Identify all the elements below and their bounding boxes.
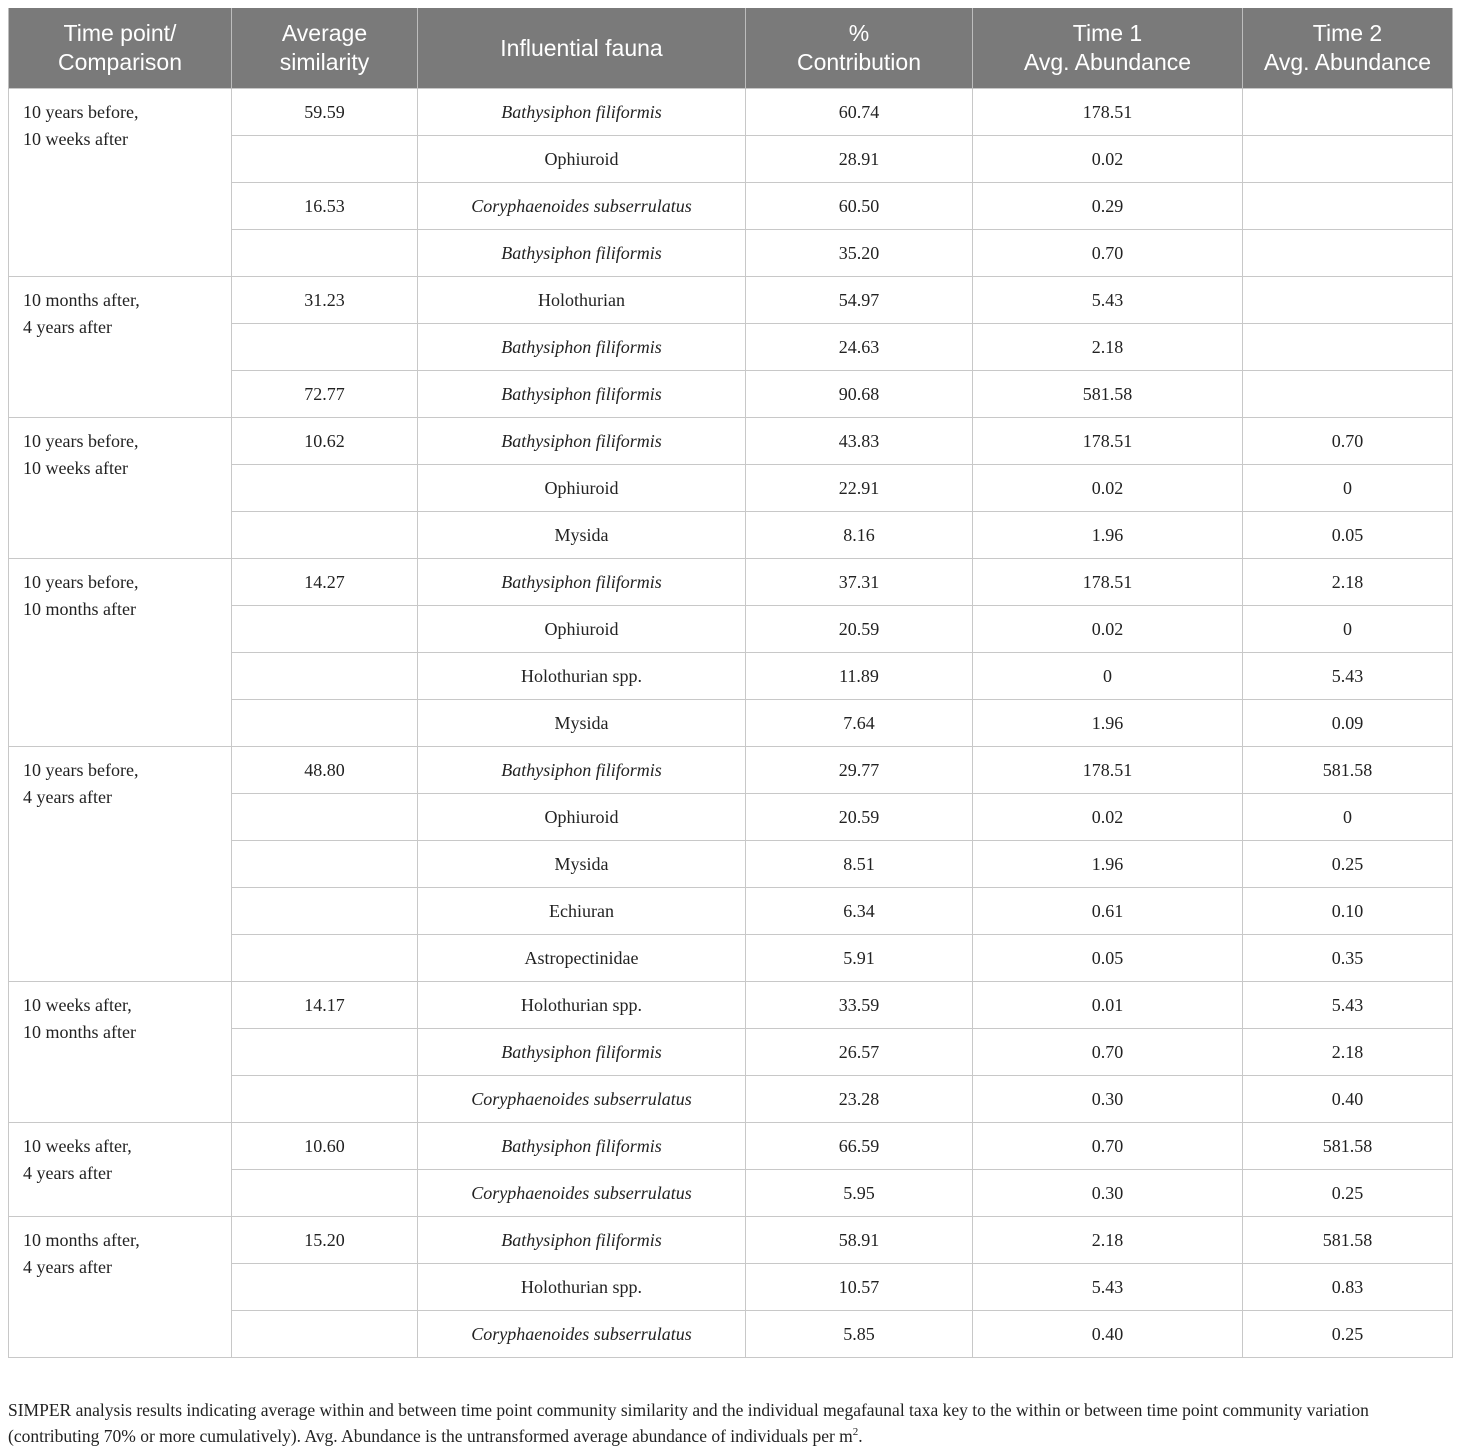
time2-cell — [1243, 230, 1453, 277]
time2-cell: 5.43 — [1243, 653, 1453, 700]
table-body — [9, 89, 1453, 1358]
similarity-cell — [232, 465, 418, 512]
similarity-cell — [232, 1264, 418, 1311]
time2-cell: 581.58 — [1243, 1123, 1453, 1170]
table-row — [9, 559, 1453, 606]
comparison-label: 10 years before, — [23, 572, 139, 592]
fauna-cell: Mysida — [418, 512, 746, 559]
comparison-label: 4 years after — [23, 317, 112, 337]
contribution-cell: 24.63 — [746, 324, 973, 371]
fauna-cell: Holothurian spp. — [418, 1264, 746, 1311]
table-row — [9, 1123, 1453, 1170]
influential-fauna-header — [418, 8, 746, 89]
simper-table — [8, 8, 1453, 1358]
contribution-cell: 90.68 — [746, 371, 973, 418]
time2-cell: 0.05 — [1243, 512, 1453, 559]
table-row — [9, 1217, 1453, 1264]
table-row — [9, 982, 1453, 1029]
time1-cell: 0.02 — [973, 794, 1243, 841]
caption-line-2: (contributing 70% or more cumulatively). Avg. Abundance is the untransformed average abundance of individuals per m — [8, 1426, 853, 1446]
contribution-cell: 11.89 — [746, 653, 973, 700]
similarity-cell: 16.53 — [232, 183, 418, 230]
comparison-cell — [9, 982, 232, 1123]
caption-line-1: SIMPER analysis results indicating average within and between time point community similarity and the individual megafaunal taxa key to the within or between time point community variation — [8, 1400, 1369, 1420]
comparison-label: 10 weeks after — [23, 458, 128, 478]
comparison-label: 4 years after — [23, 1163, 112, 1183]
time1-cell: 1.96 — [973, 841, 1243, 888]
time2-cell: 0.25 — [1243, 1311, 1453, 1358]
time1-cell: 2.18 — [973, 324, 1243, 371]
header-text: % — [848, 20, 870, 46]
time1-cell: 2.18 — [973, 1217, 1243, 1264]
comparison-label: 4 years after — [23, 1257, 112, 1277]
time2-cell: 2.18 — [1243, 559, 1453, 606]
contribution-cell: 60.50 — [746, 183, 973, 230]
time2-cell: 0.83 — [1243, 1264, 1453, 1311]
time2-cell: 0.70 — [1243, 418, 1453, 465]
time1-cell: 178.51 — [973, 89, 1243, 136]
comparison-label: 10 weeks after, — [23, 995, 132, 1015]
contribution-header — [746, 8, 973, 89]
fauna-cell: Ophiuroid — [418, 136, 746, 183]
time1-cell: 5.43 — [973, 277, 1243, 324]
similarity-cell — [232, 888, 418, 935]
header-text: Average — [281, 20, 368, 46]
fauna-cell: Bathysiphon filiformis — [418, 418, 746, 465]
time2-cell: 0 — [1243, 606, 1453, 653]
contribution-cell: 33.59 — [746, 982, 973, 1029]
similarity-cell — [232, 1029, 418, 1076]
similarity-cell — [232, 606, 418, 653]
fauna-cell: Coryphaenoides subserrulatus — [418, 1311, 746, 1358]
similarity-cell: 59.59 — [232, 89, 418, 136]
similarity-cell: 10.60 — [232, 1123, 418, 1170]
comparison-cell — [9, 1217, 232, 1358]
comparison-label: 10 months after — [23, 1022, 136, 1042]
fauna-cell: Coryphaenoides subserrulatus — [418, 183, 746, 230]
fauna-cell: Astropectinidae — [418, 935, 746, 982]
time1-cell: 1.96 — [973, 512, 1243, 559]
time2-cell: 0.09 — [1243, 700, 1453, 747]
time2-cell — [1243, 136, 1453, 183]
similarity-cell: 14.27 — [232, 559, 418, 606]
time1-cell: 0.61 — [973, 888, 1243, 935]
comparison-label: 10 months after — [23, 599, 136, 619]
similarity-cell — [232, 1311, 418, 1358]
fauna-cell: Ophiuroid — [418, 465, 746, 512]
comparison-label: 10 years before, — [23, 102, 139, 122]
fauna-cell: Coryphaenoides subserrulatus — [418, 1076, 746, 1123]
similarity-cell — [232, 700, 418, 747]
time1-cell: 0.02 — [973, 606, 1243, 653]
header-text: Time 1 — [1072, 20, 1143, 46]
time1-cell: 0 — [973, 653, 1243, 700]
comparison-label: 10 years before, — [23, 431, 139, 451]
table-caption — [8, 1397, 1454, 1449]
contribution-cell: 43.83 — [746, 418, 973, 465]
similarity-cell — [232, 136, 418, 183]
contribution-cell: 54.97 — [746, 277, 973, 324]
fauna-cell: Coryphaenoides subserrulatus — [418, 1170, 746, 1217]
table-header — [9, 8, 1453, 89]
time1-cell: 0.30 — [973, 1170, 1243, 1217]
time1-cell: 178.51 — [973, 747, 1243, 794]
contribution-cell: 22.91 — [746, 465, 973, 512]
fauna-cell: Ophiuroid — [418, 794, 746, 841]
time1-cell: 178.51 — [973, 418, 1243, 465]
time2-cell: 2.18 — [1243, 1029, 1453, 1076]
fauna-cell: Mysida — [418, 841, 746, 888]
comparison-label: 10 weeks after — [23, 129, 128, 149]
contribution-cell: 28.91 — [746, 136, 973, 183]
similarity-cell: 31.23 — [232, 277, 418, 324]
time2-cell — [1243, 371, 1453, 418]
contribution-cell: 5.85 — [746, 1311, 973, 1358]
time2-cell: 0.40 — [1243, 1076, 1453, 1123]
contribution-cell: 5.95 — [746, 1170, 973, 1217]
average-similarity-header — [232, 8, 418, 89]
contribution-cell: 10.57 — [746, 1264, 973, 1311]
header-row — [9, 8, 1453, 89]
table-row — [9, 418, 1453, 465]
time1-cell: 0.40 — [973, 1311, 1243, 1358]
contribution-cell: 20.59 — [746, 794, 973, 841]
header-text: Influential fauna — [500, 34, 663, 61]
comparison-cell — [9, 747, 232, 982]
contribution-cell: 26.57 — [746, 1029, 973, 1076]
time1-cell: 0.05 — [973, 935, 1243, 982]
comparison-cell — [9, 559, 232, 747]
time1-cell: 1.96 — [973, 700, 1243, 747]
similarity-cell — [232, 324, 418, 371]
header-text: Time 2 — [1312, 20, 1383, 46]
comparison-label: 4 years after — [23, 787, 112, 807]
comparison-label: 10 years before, — [23, 760, 139, 780]
caption-superscript: 2 — [852, 1426, 859, 1438]
time2-cell: 0 — [1243, 794, 1453, 841]
header-text: Avg. Abundance — [1023, 49, 1192, 75]
time2-cell: 581.58 — [1243, 747, 1453, 794]
comparison-cell — [9, 89, 232, 277]
table-row — [9, 747, 1453, 794]
fauna-cell: Holothurian spp. — [418, 982, 746, 1029]
comparison-cell — [9, 418, 232, 559]
contribution-cell: 5.91 — [746, 935, 973, 982]
time2-cell — [1243, 277, 1453, 324]
fauna-cell: Bathysiphon filiformis — [418, 324, 746, 371]
similarity-cell — [232, 841, 418, 888]
contribution-cell: 35.20 — [746, 230, 973, 277]
contribution-cell: 58.91 — [746, 1217, 973, 1264]
contribution-cell: 60.74 — [746, 89, 973, 136]
time2-cell: 5.43 — [1243, 982, 1453, 1029]
time2-abundance-header — [1243, 8, 1453, 89]
header-text: Avg. Abundance — [1263, 49, 1432, 75]
contribution-cell: 6.34 — [746, 888, 973, 935]
caption-end: . — [858, 1426, 863, 1446]
comparison-label: 10 weeks after, — [23, 1136, 132, 1156]
time2-cell — [1243, 324, 1453, 371]
table-container — [8, 8, 1452, 1358]
fauna-cell: Holothurian — [418, 277, 746, 324]
contribution-cell: 23.28 — [746, 1076, 973, 1123]
contribution-cell: 8.16 — [746, 512, 973, 559]
similarity-cell: 72.77 — [232, 371, 418, 418]
fauna-cell: Bathysiphon filiformis — [418, 371, 746, 418]
time-point-header — [9, 8, 232, 89]
time1-abundance-header — [973, 8, 1243, 89]
time2-cell: 0 — [1243, 465, 1453, 512]
comparison-cell — [9, 277, 232, 418]
contribution-cell: 37.31 — [746, 559, 973, 606]
comparison-cell — [9, 1123, 232, 1217]
table-row — [9, 89, 1453, 136]
similarity-cell — [232, 794, 418, 841]
contribution-cell: 29.77 — [746, 747, 973, 794]
time2-cell: 0.10 — [1243, 888, 1453, 935]
time2-cell: 0.25 — [1243, 841, 1453, 888]
time1-cell: 178.51 — [973, 559, 1243, 606]
similarity-cell — [232, 1170, 418, 1217]
similarity-cell — [232, 230, 418, 277]
header-text: Comparison — [58, 49, 182, 75]
fauna-cell: Bathysiphon filiformis — [418, 747, 746, 794]
fauna-cell: Bathysiphon filiformis — [418, 1029, 746, 1076]
fauna-cell: Bathysiphon filiformis — [418, 1123, 746, 1170]
similarity-cell — [232, 512, 418, 559]
time1-cell: 0.02 — [973, 465, 1243, 512]
fauna-cell: Echiuran — [418, 888, 746, 935]
fauna-cell: Holothurian spp. — [418, 653, 746, 700]
header-text: Time point/ — [63, 20, 177, 46]
fauna-cell: Bathysiphon filiformis — [418, 1217, 746, 1264]
fauna-cell: Bathysiphon filiformis — [418, 89, 746, 136]
fauna-cell: Bathysiphon filiformis — [418, 559, 746, 606]
time2-cell: 581.58 — [1243, 1217, 1453, 1264]
time1-cell: 5.43 — [973, 1264, 1243, 1311]
time2-cell — [1243, 183, 1453, 230]
time2-cell — [1243, 89, 1453, 136]
time1-cell: 0.70 — [973, 230, 1243, 277]
time1-cell: 0.02 — [973, 136, 1243, 183]
table-row — [9, 277, 1453, 324]
time1-cell: 0.30 — [973, 1076, 1243, 1123]
time1-cell: 0.70 — [973, 1029, 1243, 1076]
similarity-cell — [232, 653, 418, 700]
similarity-cell: 10.62 — [232, 418, 418, 465]
comparison-label: 10 months after, — [23, 1230, 140, 1250]
similarity-cell — [232, 935, 418, 982]
similarity-cell: 14.17 — [232, 982, 418, 1029]
similarity-cell: 48.80 — [232, 747, 418, 794]
similarity-cell: 15.20 — [232, 1217, 418, 1264]
time1-cell: 581.58 — [973, 371, 1243, 418]
fauna-cell: Ophiuroid — [418, 606, 746, 653]
comparison-label: 10 months after, — [23, 290, 140, 310]
time1-cell: 0.01 — [973, 982, 1243, 1029]
contribution-cell: 8.51 — [746, 841, 973, 888]
contribution-cell: 7.64 — [746, 700, 973, 747]
time2-cell: 0.25 — [1243, 1170, 1453, 1217]
time2-cell: 0.35 — [1243, 935, 1453, 982]
time1-cell: 0.70 — [973, 1123, 1243, 1170]
contribution-cell: 66.59 — [746, 1123, 973, 1170]
similarity-cell — [232, 1076, 418, 1123]
header-text: similarity — [279, 49, 370, 75]
contribution-cell: 20.59 — [746, 606, 973, 653]
time1-cell: 0.29 — [973, 183, 1243, 230]
header-text: Contribution — [796, 49, 922, 75]
fauna-cell: Mysida — [418, 700, 746, 747]
fauna-cell: Bathysiphon filiformis — [418, 230, 746, 277]
